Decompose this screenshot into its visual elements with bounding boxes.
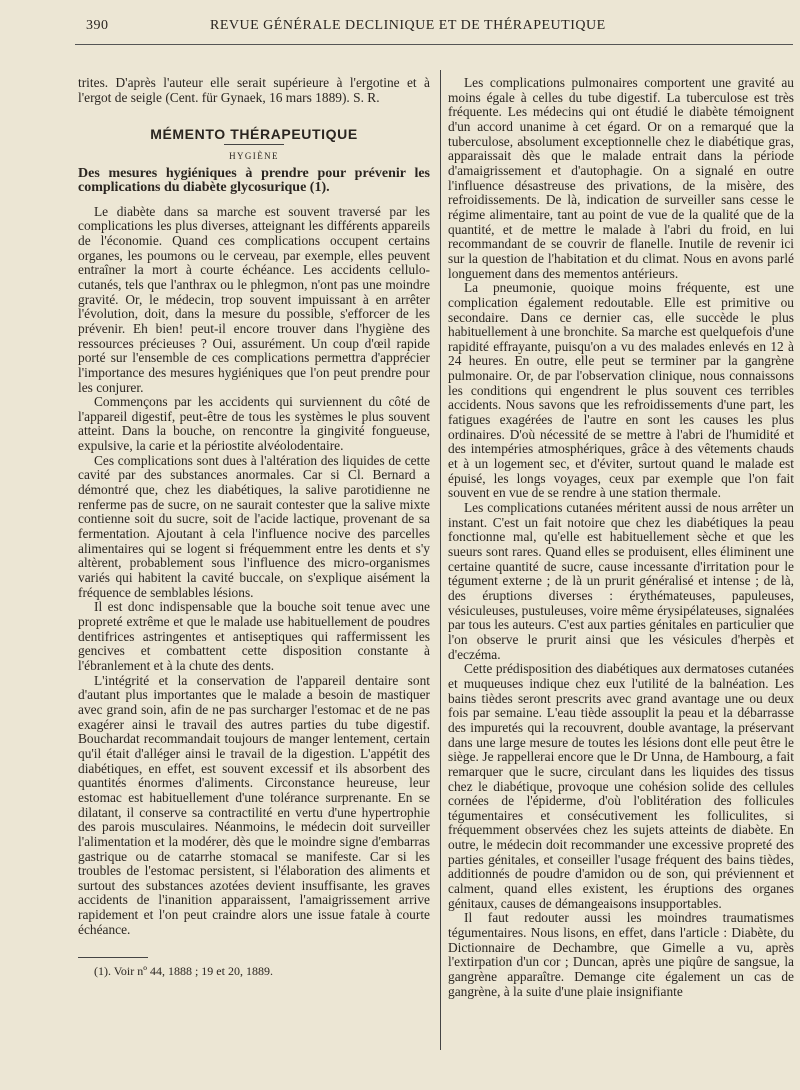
- intro-text: trites. D'après l'auteur elle serait supérieure à l'ergotine et à l'ergot de seigle (Cent. für Gynaek, 16 mars 1889). S. R.: [78, 75, 430, 105]
- paragraph: Commençons par les accidents qui surviennent du côté de l'appareil digestif, peut-être de tous les systèmes le plus souvent atteint. Dans la bouche, on rencontre la gingivité fongueuse, expulsive, la carie et la périostite alvéolodentaire.: [78, 394, 430, 454]
- paragraph: La pneumonie, quoique moins fréquente, est une complication également redoutable. Elle est primitive ou secondaire. Dans ce dernier cas, elle succède le plus habituellement à une bronchite. Sa marche est quelquefois d'une rapidité effrayante, puisqu'on a vu des malades enlevés en 12 à 24 heures. En outre, elle peut se terminer par la gangrène pulmonaire. Or, de par l'observation clinique, nous connaissons les conditions qui engendrent le plus souvent ces terribles accidents. Nous savons que les refroidissements d'une part, les fatigues exagérées de l'autre en sont les causes les plus ordinaires. D'où nécessité de se mettre à l'abri de l'humidité et des intempéries atmosphériques, grâce à des vêtements chauds et à un logement sec, et d'éviter, surtout quand le malade est épuisé, les longs voyages, ceux par exemple que l'on fait souvent en vue de se rendre à une station thermale.: [448, 280, 794, 501]
- paragraph: Les complications pulmonaires comportent une gravité au moins égale à celles du tube digestif. La tuberculose est très fréquente. Les médecins qui ont étudié le diabète témoignent d'un accord unanime à cet égard. Or on a remarqué que la tuberculose, absolument exceptionnelle chez le diabétique gras, apparaissait dès que le malade entrait dans la période d'amaigrissement et d'autophagie. On a signalé en outre l'influence désastreuse des privations, de la misère, des refroidissements. De là, indication de surveiller sans cesse le régime alimentaire, tant au point de vue de la qualité que de la quantité, et de mettre le malade à l'abri du froid, en lui recommandant de se couvrir de flanelle. Inutile de revenir ici sur la question de l'habitation et du climat. Nous en avons parlé longuement dans des mementos antérieurs.: [448, 75, 794, 281]
- left-column: [78, 76, 430, 979]
- page-number: 390: [86, 18, 109, 33]
- journal-title: REVUE GÉNÉRALE DECLINIQUE ET DE THÉRAPEUTIQUE: [210, 18, 606, 33]
- paragraph: Ces complications sont dues à l'altération des liquides de cette cavité par des substances anormales. Car si Cl. Bernard a démontré que, chez les diabétiques, la salive parotidienne ne renferme pas de sucre, on ne saurait contester que la salive mixte contienne soit du sucre, soit de l'acide lactique, provenant de sa fermentation. Ajoutant à cela l'influence nocive des parcelles alimentaires qui se logent si fréquemment entre les dents et s'y altèrent, probablement sous l'influence des micro-organismes variés qui habitent la cavité buccale, on s'explique aisément la fréquence de semblables lésions.: [78, 452, 430, 600]
- paragraph: Il faut redouter aussi les moindres traumatismes tégumentaires. Nous lisons, en effet, dans l'article : Diabète, du Dictionnaire de Dechambre, que Gimelle a vu, après l'extirpation d'un cor ; Duncan, après une piqûre de sangsue, la gangrène apparaître. Demange cite également un cas de gangrène, à la suite d'une plaie insignifiante: [448, 910, 794, 999]
- paragraph: Cette prédisposition des diabétiques aux dermatoses cutanées et muqueuses indique chez eux l'utilité de la balnéation. Les bains tièdes seront prescrits avec grand avantage une ou deux fois par semaine. L'eau tiède assouplit la peau et la débarrasse des impuretés qui la recouvrent, double avantage, la préservant dans une large mesure de toutes les lésions dont elle peut être le siège. Je rappellerai encore que le Dr Unna, de Hambourg, a fait remarquer que le sucre, circulant dans les liquides des tissus chez le diabétique, provoque une cohésion solide des cellules cornées de l'épiderme, d'où l'oblitération des follicules tégumentaires et consécutivement les folliculites, si fréquemment observées chez les sujets atteints de diabète. En outre, le médecin doit recommander une excessive propreté des parties génitales, et conseiller l'usage fréquent des bains tièdes, additionnés de poudre d'amidon ou de son, qui préviennent et calment, quand elles existent, les éruptions des organes génitaux, causes de démangeaisons insupportables.: [448, 661, 794, 911]
- memento-title: MÉMENTO THÉRAPEUTIQUE: [150, 126, 358, 143]
- footnote: (1). Voir nº 44, 1888 ; 19 et 20, 1889.: [94, 964, 273, 979]
- column-divider: [440, 70, 441, 1050]
- paragraph: Les complications cutanées méritent aussi de nous arrêter un instant. C'est un fait notoire que chez les diabétiques la peau fonctionne mal, qu'elle est habituellement sèche et que les sueurs sont rares. Quand elles se produisent, elles éliminent une certaine quantité de sucre, cause incessante d'irritation pour le tégument externe ; de là un prurit généralisé et intense ; de là, des éruptions diverses : érythémateuses, papuleuses, vésiculeuses, pustuleuses, voire même érysipélateuses, signalées par tous les auteurs. C'est aux parties génitales en particulier que l'on observe le prurit ainsi que les vésicules d'herpès et d'eczéma.: [448, 500, 794, 662]
- running-header: [60, 18, 780, 38]
- paragraph: L'intégrité et la conservation de l'appareil dentaire sont d'autant plus importantes que le malade a besoin de mastiquer avec grand soin, afin de ne pas surcharger l'estomac et de ne pas exagérer ainsi le travail des autres parties du tube digestif. Bouchardat recommandait toujours de manger lentement, certain qu'il était d'alléger ainsi le travail de la digestion. L'appétit des diabétiques, en effet, est souvent excessif et ils absorbent des quantités énormes d'aliments. Circonstance heureuse, leur estomac est habituellement d'une tolérance surprenante. En se dilatant, il conserve sa contractilité en vertu d'une hypertrophie des parois musculaires. Néanmoins, le médecin doit surveiller l'alimentation et la modérer, dès que le moindre signe d'embarras gastrique ou de catarrhe stomacal se manifeste. Car si les troubles de l'estomac persistent, si l'élaboration des aliments et surtout des substances azotées devient insuffisante, les graves accidents de l'inanition apparaissent, l'amaigrissement arrive rapidement et l'on peut craindre alors une issue fatale à courte échéance.: [78, 672, 430, 937]
- paragraph: Le diabète dans sa marche est souvent traversé par les complications les plus diverses, atteignant les différents appareils de l'économie. Quand ces complications occupent certains organes, les poumons ou le cerveau, par exemple, elles peuvent entraîner la mort à courte échéance. Les accidents cellulo-cutanés, tels que l'anthrax ou le phlegmon, n'ont pas une moindre gravité. Or, le médecin, trop souvent impuissant à en arrêter l'évolution, doit, dans la mesure du possible, s'efforcer de les prévenir. Eh bien! peut-il encore trouver dans l'hygiène des ressources précieuses ? Oui, assurément. Un coup d'œil rapide porté sur l'ensemble de ces complications permettra d'apprécier l'importance des mesures hygiéniques que l'on peut prendre pour les conjurer.: [78, 203, 430, 395]
- right-column: [448, 76, 794, 999]
- paragraph: Il est donc indispensable que la bouche soit tenue avec une propreté extrême et que le malade use habituellement de poudres dentifrices astringentes et antiseptiques qui raffermissent les gencives et combattent cette disposition constante à l'ébranlement et à la chute des dents.: [78, 599, 430, 673]
- section-label: HYGIÈNE: [229, 150, 279, 161]
- memento-rule: [224, 144, 284, 145]
- article-title: Des mesures hygiéniques à prendre pour prévenir les complications du diabète glycosurique (1).: [78, 165, 430, 195]
- header-rule: [75, 44, 793, 45]
- footnote-rule: [78, 957, 148, 958]
